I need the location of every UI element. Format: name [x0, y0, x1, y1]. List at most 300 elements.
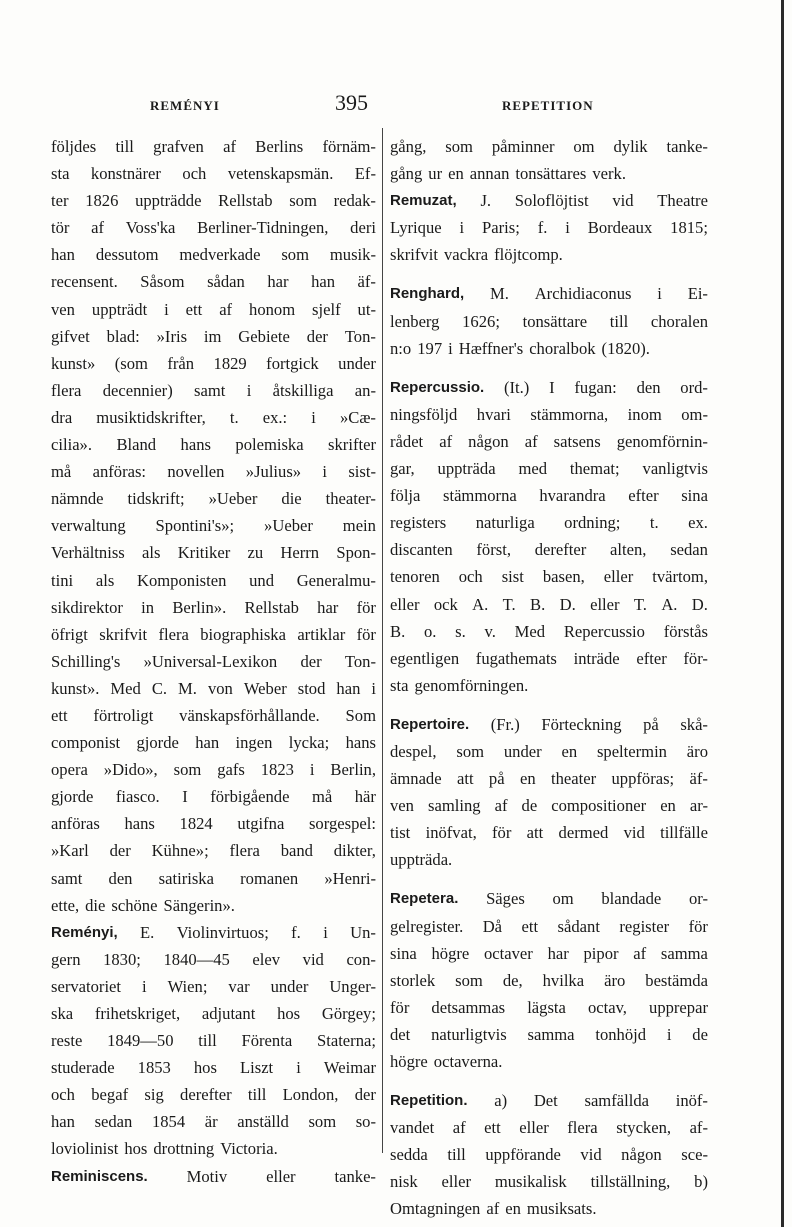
word: Berlin, — [330, 760, 376, 780]
text-line — [51, 865, 376, 892]
entry-gap — [390, 1075, 708, 1087]
word: registers — [390, 513, 447, 533]
word: sina — [681, 486, 708, 506]
word: ett — [51, 705, 68, 725]
word: an- — [354, 380, 376, 400]
column-divider — [382, 128, 383, 1153]
entry-headword: Repetera. — [390, 890, 459, 908]
word: con- — [346, 949, 376, 969]
word: vackra — [443, 245, 489, 265]
word: har — [317, 597, 339, 617]
word: Då — [482, 916, 503, 936]
text-line — [390, 482, 708, 509]
word: till — [115, 137, 134, 156]
word: adjutant — [201, 1004, 256, 1023]
word: hos — [277, 1004, 301, 1023]
word: följdes — [51, 137, 97, 156]
word: ett — [521, 916, 539, 936]
text-line — [51, 919, 376, 946]
word: gjorde — [136, 733, 179, 753]
word: gjorde — [51, 787, 94, 807]
word: skrifter — [328, 435, 376, 455]
entry-headword: Repertoire. — [390, 715, 470, 733]
word: hans — [124, 814, 155, 834]
word: Ton- — [344, 326, 376, 346]
word: studerade — [51, 1058, 115, 1078]
word: samt — [51, 868, 83, 888]
word: tör — [51, 218, 70, 238]
word: in — [141, 597, 155, 617]
text-line — [51, 485, 376, 512]
word: om — [552, 889, 574, 909]
text-line — [51, 621, 376, 648]
word: Det — [533, 1091, 558, 1111]
word: någon — [468, 431, 509, 451]
word: hans — [180, 435, 211, 455]
word: och — [51, 1085, 75, 1105]
word: vid — [612, 191, 634, 211]
word: af — [91, 218, 105, 238]
word: äro — [686, 741, 708, 761]
word: ex. — [688, 513, 708, 533]
word: han — [336, 678, 361, 698]
word: sist- — [348, 462, 376, 482]
word: för — [356, 597, 376, 617]
word: derefter — [534, 540, 587, 560]
word: sorgespel: — [308, 814, 376, 834]
word: A. — [472, 594, 489, 614]
word: schöne — [111, 895, 158, 915]
word: M. — [489, 284, 509, 304]
word: pipor — [583, 943, 619, 963]
word: påminner — [491, 137, 555, 156]
word: på — [643, 714, 659, 734]
word: efter — [628, 486, 659, 506]
word: för — [688, 916, 708, 936]
word: blandade — [601, 889, 662, 909]
word: »Universal-Lexikon — [143, 651, 278, 671]
text-line — [390, 241, 708, 268]
word: anföras: — [92, 462, 147, 482]
word: D. — [559, 594, 576, 614]
entry-headword: Remuzat, — [390, 192, 457, 210]
word: ska — [51, 1004, 74, 1023]
text-line — [390, 1048, 708, 1075]
word: han — [51, 1112, 75, 1132]
word: följa — [390, 486, 421, 506]
word: tillfälle — [660, 823, 708, 843]
word: Victoria. — [220, 1139, 278, 1159]
word: vid — [580, 1145, 602, 1165]
text-line — [390, 819, 708, 846]
word: discanten — [390, 540, 453, 560]
word: inöfvat, — [425, 823, 477, 843]
word: 1840—45 — [163, 949, 230, 969]
word: Ei- — [687, 284, 708, 304]
word: förtroligt — [93, 705, 154, 725]
word: sig — [144, 1085, 164, 1105]
word: ett — [484, 1118, 501, 1138]
word: Förenta — [241, 1031, 293, 1051]
word: som — [456, 741, 485, 761]
word: de — [521, 796, 538, 816]
word: ar- — [689, 796, 708, 816]
word: eller — [390, 594, 420, 614]
word: i — [296, 1058, 301, 1078]
word: ut- — [357, 299, 376, 319]
text-line — [51, 973, 376, 1000]
word: och — [458, 567, 483, 587]
word: Spon- — [336, 543, 376, 563]
word: dessutom — [95, 245, 159, 265]
word: C. — [151, 678, 168, 698]
text-line — [51, 350, 376, 377]
word: choralbok — [529, 338, 596, 358]
word: sedan — [670, 540, 708, 560]
text-line — [51, 404, 376, 431]
word: som — [173, 760, 202, 780]
word: Spontini's»; — [155, 516, 235, 536]
word: tini — [51, 570, 74, 590]
text-line — [51, 133, 376, 160]
word: Weimar — [323, 1058, 376, 1078]
word: von — [207, 678, 233, 698]
text-line — [390, 187, 708, 214]
word: af — [452, 1118, 466, 1138]
text-line — [51, 1108, 376, 1135]
word: uppträda — [437, 459, 496, 479]
word: sist — [501, 567, 524, 587]
entry-headword: Repetition. — [390, 1092, 468, 1110]
word: den — [108, 868, 133, 888]
word: b) — [694, 1172, 708, 1192]
word: Weber — [243, 678, 287, 698]
word: drottning — [153, 1139, 215, 1159]
word: 1823 — [260, 760, 294, 780]
text-line — [51, 323, 376, 350]
word: samfällda — [584, 1091, 649, 1111]
word: under — [338, 353, 376, 373]
word: begaf — [91, 1085, 129, 1105]
entry-headword: Reményi, — [51, 923, 118, 941]
text-line — [390, 1141, 708, 1168]
text-line — [390, 885, 708, 912]
page-edge — [781, 0, 784, 1227]
text-line — [51, 1163, 376, 1190]
word: (som — [114, 353, 148, 373]
word: recensent. — [51, 272, 118, 292]
header-right-word: REPETITION — [502, 98, 594, 113]
word: (It.) — [503, 377, 530, 397]
word: för — [356, 624, 376, 644]
text-line — [51, 268, 376, 295]
word: lägsta — [527, 997, 566, 1017]
word: E. — [140, 922, 155, 942]
word: 1854 — [151, 1112, 186, 1132]
text-line — [51, 567, 376, 594]
word: Archidiaconus — [534, 284, 632, 304]
text-line — [390, 940, 708, 967]
word: Förteckning — [541, 714, 622, 734]
word: tonsättares — [515, 164, 587, 184]
word: »Henri- — [324, 868, 376, 888]
word: so- — [355, 1112, 376, 1132]
text-line — [51, 377, 376, 404]
word: Wien; — [167, 976, 208, 996]
word: Kritiker — [177, 543, 231, 563]
word: reste — [51, 1031, 83, 1051]
word: als — [142, 543, 161, 563]
entry-gap — [390, 699, 708, 711]
word: uppförande — [485, 1145, 561, 1165]
word: Säges — [486, 889, 525, 909]
word: v. — [484, 621, 496, 641]
left-column — [51, 133, 376, 1190]
word: på — [488, 769, 505, 789]
text-line — [390, 591, 708, 618]
word: tenoren — [390, 567, 440, 587]
word: skrifvit — [99, 624, 148, 644]
word: gelregister. — [390, 916, 464, 936]
word: under — [503, 741, 542, 761]
word: må — [311, 787, 333, 807]
word: eller — [603, 567, 634, 587]
word: f. — [537, 218, 548, 238]
word: till — [198, 1031, 217, 1051]
word: stämmorna, — [530, 404, 609, 424]
word: gafs — [217, 760, 245, 780]
word: i — [322, 462, 328, 482]
word: att — [526, 823, 544, 843]
word: verk. — [592, 164, 626, 184]
word: artiklar — [297, 624, 346, 644]
word: någon — [621, 1145, 662, 1165]
word: för — [492, 823, 512, 843]
word: af — [439, 431, 453, 451]
entry-gap — [390, 873, 708, 885]
text-line — [51, 296, 376, 323]
word: gern — [51, 949, 81, 969]
word: öfrigt — [51, 624, 88, 644]
word: cilia». — [51, 435, 93, 455]
word: grafven — [153, 137, 204, 156]
word: servatoriet — [51, 976, 122, 996]
word: n:o — [390, 338, 412, 358]
word: vid — [623, 823, 645, 843]
word: Såsom — [140, 272, 185, 292]
word: af — [494, 796, 508, 816]
text-line — [51, 1027, 376, 1054]
word: han — [51, 245, 75, 265]
word: redak- — [333, 191, 376, 211]
word: Un- — [350, 922, 376, 942]
word: till — [447, 1145, 466, 1165]
word: anställd — [237, 1112, 289, 1132]
word: (Fr.) — [490, 714, 520, 734]
page-number: 395 — [335, 90, 368, 115]
word: de, — [502, 970, 523, 990]
word: ock — [433, 594, 458, 614]
word: der — [306, 326, 328, 346]
text-line — [390, 618, 708, 645]
word: satsens — [553, 431, 601, 451]
word: A. — [661, 594, 678, 614]
text-line — [390, 738, 708, 765]
text-line — [51, 1054, 376, 1081]
word: 1849—50 — [107, 1031, 174, 1051]
word: die — [281, 489, 302, 509]
word: speltermin — [596, 741, 667, 761]
word: eller — [519, 1118, 549, 1138]
word: vandet — [390, 1118, 435, 1138]
word: polemiska — [235, 435, 304, 455]
text-line — [51, 594, 376, 621]
word: basen, — [542, 567, 585, 587]
word: ingen — [235, 733, 273, 753]
text-line — [51, 946, 376, 973]
word: stämmorna — [443, 486, 517, 506]
text-line — [390, 509, 708, 536]
word: med — [518, 459, 548, 479]
word: medverkade — [179, 245, 261, 265]
word: 1830; — [103, 949, 141, 969]
word: sådan — [207, 272, 245, 292]
word: tillställning, — [590, 1172, 671, 1192]
text-line — [51, 1000, 376, 1027]
word: 1826 — [85, 191, 119, 211]
word: B. — [390, 621, 406, 641]
text-line — [390, 672, 708, 699]
word: Kühne»; — [151, 841, 209, 861]
word: detsammas — [431, 997, 506, 1017]
word: componist — [51, 733, 121, 753]
word: register — [619, 916, 670, 936]
word: tonhöjd — [595, 1024, 647, 1044]
word: »Julius» — [245, 462, 302, 482]
word: compositioner — [551, 796, 647, 816]
word: London, — [282, 1085, 339, 1105]
word: i — [565, 218, 570, 238]
text-line — [390, 455, 708, 482]
word: hos — [193, 1058, 217, 1078]
word: t. — [649, 513, 659, 533]
word: 197 — [417, 338, 443, 358]
word: 1853 — [137, 1058, 171, 1078]
word: romanen — [240, 868, 299, 888]
word: ven — [51, 299, 75, 319]
word: Paris; — [482, 218, 520, 238]
entry-headword: Repercussio. — [390, 378, 485, 396]
word: ex.: — [262, 407, 288, 427]
word: blad: — [106, 326, 140, 346]
word: Sängerin». — [163, 895, 235, 915]
word: Som — [345, 705, 376, 725]
word: skå- — [680, 714, 708, 734]
word: ningsföljd — [390, 404, 458, 424]
word: som — [455, 970, 483, 990]
word: i — [371, 678, 376, 698]
text-line — [51, 837, 376, 864]
text-line — [390, 1195, 708, 1222]
word: decennier) — [102, 380, 173, 400]
word: der — [109, 841, 131, 861]
text-line — [51, 431, 376, 458]
word: eller — [590, 594, 620, 614]
word: upprepar — [649, 997, 708, 1017]
text-line — [390, 1021, 708, 1048]
word: utgifna — [237, 814, 285, 834]
word: har — [547, 943, 569, 963]
word: Omtagningen — [390, 1199, 481, 1219]
text-line — [390, 994, 708, 1021]
word: I — [549, 377, 555, 397]
text-line — [51, 756, 376, 783]
word: hvilka — [542, 970, 585, 990]
text-line — [51, 675, 376, 702]
word: fugan: — [574, 377, 617, 397]
word: en — [448, 164, 464, 184]
word: rådet — [390, 431, 424, 451]
word: Liszt — [239, 1058, 274, 1078]
word: samt — [194, 380, 226, 400]
word: honom — [249, 299, 296, 319]
word: nisk — [390, 1172, 418, 1192]
word: theater — [550, 769, 597, 789]
word: uppträda. — [390, 850, 453, 870]
text-line — [390, 1087, 708, 1114]
word: uppföras; — [611, 769, 675, 789]
word: äf- — [357, 272, 376, 292]
word: af — [223, 137, 237, 156]
word: inöf- — [675, 1091, 708, 1111]
word: äro — [604, 970, 626, 990]
word: för — [390, 997, 410, 1017]
text-line — [51, 458, 376, 485]
text-line — [51, 729, 376, 756]
text-line — [390, 765, 708, 792]
word: vänskapsförhållande. — [179, 705, 320, 725]
word: musikalisk — [494, 1172, 567, 1192]
word: Berlins — [255, 137, 304, 156]
word: eller — [441, 1172, 471, 1192]
word: kunst». — [51, 678, 100, 698]
word: Bland — [116, 435, 157, 455]
text-line — [390, 1114, 708, 1141]
word: här — [354, 787, 376, 807]
word: themat; — [569, 459, 620, 479]
word: flera — [229, 841, 260, 861]
word: sedda — [390, 1145, 428, 1165]
word: und — [249, 570, 274, 590]
word: Repercussio — [563, 621, 645, 641]
word: »Cæ- — [339, 407, 376, 427]
word: Berlin». — [172, 597, 227, 617]
word: Soloflöjtist — [514, 191, 589, 211]
word: samma — [527, 1024, 575, 1044]
word: dra — [51, 407, 73, 427]
word: genomförningen. — [414, 675, 529, 695]
word: gifvet — [51, 326, 90, 346]
word: tist — [390, 823, 411, 843]
word: till — [609, 311, 629, 331]
word: B. — [530, 594, 546, 614]
text-line — [51, 539, 376, 566]
text-line — [51, 702, 376, 729]
word: i — [246, 380, 252, 400]
text-line — [390, 536, 708, 563]
word: band — [280, 841, 313, 861]
word: Berliner-Tidningen, — [197, 218, 329, 238]
